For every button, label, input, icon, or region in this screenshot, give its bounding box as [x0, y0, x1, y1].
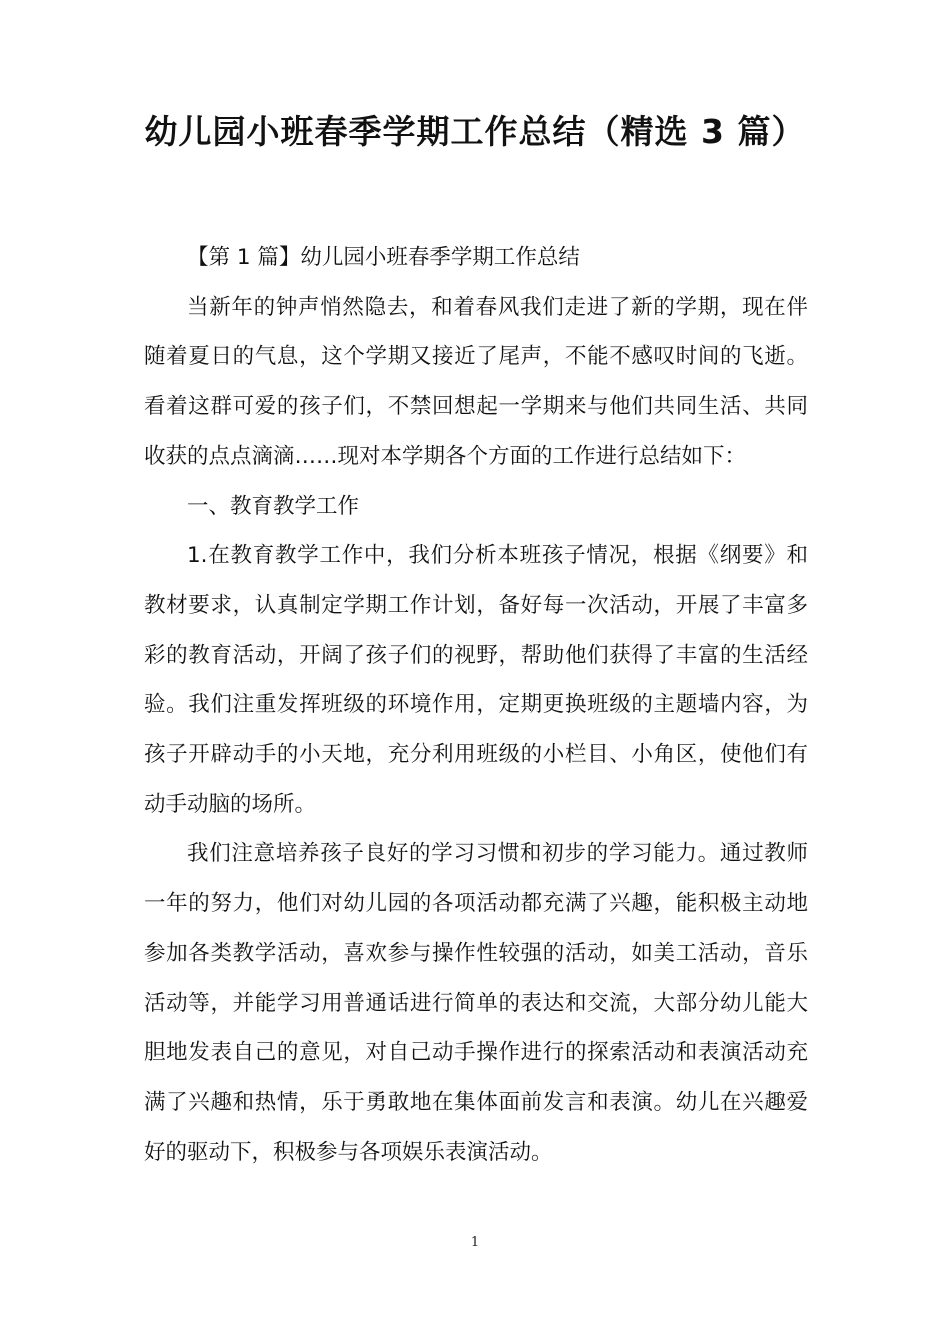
document-title: 幼儿园小班春季学期工作总结（精选 3 篇）	[144, 112, 806, 151]
chapter-heading: 【第 1 篇】幼儿园小班春季学期工作总结	[187, 245, 580, 270]
section-heading: 一、教育教学工作	[187, 493, 360, 519]
page-number: 1	[470, 1235, 480, 1250]
body-paragraph-intro: 当新年的钟声悄然隐去，和着春风我们走进了新的学期，现在伴随着夏日的气息，这个学期又接近了尾声，不能不感叹时间的飞逝。看着这群可爱的孩子们，不禁回想起一学期来与他们共同生活、共同收获的点点滴滴……现对本学期各个方面的工作进行总结如下：	[144, 294, 808, 469]
body-paragraph-habits: 我们注意培养孩子良好的学习习惯和初步的学习能力。通过教师一年的努力，他们对幼儿园的各项活动都充满了兴趣，能积极主动地参加各类教学活动，喜欢参与操作性较强的活动，如美工活动，音乐活动等，并能学习用普通话进行简单的表达和交流，大部分幼儿能大胆地发表自己的意见，对自己动手操作进行的探索活动和表演活动充满了兴趣和热情，乐于勇敢地在集体面前发言和表演。幼儿在兴趣爱好的驱动下，积极参与各项娱乐表演活动。	[144, 841, 808, 1165]
body-paragraph-teaching: 1.在教育教学工作中，我们分析本班孩子情况，根据《纲要》和教材要求，认真制定学期工作计划，备好每一次活动，开展了丰富多彩的教育活动，开阔了孩子们的视野，帮助他们获得了丰富的生活经验。我们注重发挥班级的环境作用，定期更换班级的主题墙内容，为孩子开辟动手的小天地，充分利用班级的小栏目、小角区，使他们有动手动脑的场所。	[144, 543, 808, 817]
document-body	[144, 233, 808, 1177]
